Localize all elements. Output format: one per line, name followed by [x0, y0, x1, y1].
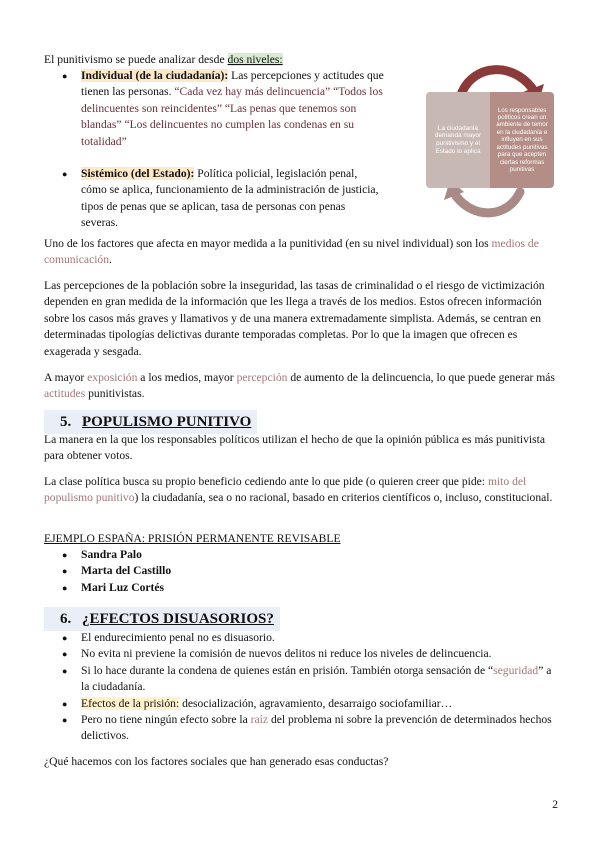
effect-item [44, 696, 558, 712]
bottom-arrow-icon [456, 192, 520, 213]
perceptions-paragraph: Las percepciones de la población sobre la inseguridad, las tasas de criminalidad o el riesgo de victimización dependen en gran medida de la información que les llega a través de los medios. Estos ofrecen información sobre los casos más graves y llamativos y de una manera extremadamente simplista. Además, se centran en determinadas tipologías delictivas durante temporadas completas. Por lo que la imagen que ofrecen es exagerada y sesgada. [44, 279, 545, 358]
exposure-highlight: exposición [87, 371, 138, 384]
level-systemic-qualifier: (del Estado): [128, 167, 195, 181]
effect-item [44, 630, 558, 646]
exposure-e: de aumento de la delincuencia, lo que puede generar más [287, 371, 555, 384]
political-class-paragraph [44, 474, 558, 507]
effects-list [44, 630, 558, 745]
intro-lead: El punitivismo se puede analizar desde [44, 53, 228, 66]
diagram-right-box [490, 92, 554, 188]
media-highlight: medios de comunicación [44, 237, 539, 267]
example-name-item: ● Marta del Castillo [44, 563, 344, 579]
political-class-a: La clase política busca su propio beneficio cediendo ante lo que pide (o quieren creer que pide: [44, 475, 488, 488]
factors-end: . [109, 253, 112, 267]
example-name-item: ● Sandra Palo [44, 547, 344, 563]
populism-myth-highlight: mito del populismo punitivo [44, 475, 527, 505]
levels-list [44, 68, 384, 232]
political-class-c: ) la ciudadanía, sea o no racional, basado en criterios científicos o, incluso, constitucional. [134, 491, 553, 505]
section5-number: 5. [60, 414, 72, 430]
level-individual [44, 68, 384, 150]
section6-number: 6. [60, 611, 72, 627]
attitudes-highlight: actitudes [44, 387, 86, 401]
diagram-right-text: Los responsables políticos crean un ambiente de temor en la ciudadanía e influyen en sus actitudes punitivas para que acepten ciertas reformas punitivas [496, 106, 548, 173]
diagram-left-text: La ciudadanía demanda mayor punitivismo y el Estado lo aplica [434, 124, 482, 155]
example-names-list [44, 547, 344, 596]
exposure-c: a los medios, mayor [137, 371, 237, 384]
section6-heading [44, 607, 280, 631]
level-systemic-name: Sistémico [81, 167, 129, 181]
level-individual-quotes: “Cada vez hay más delincuencia” “Todos los delincuentes son reincidentes” “Las penas que tenemos son blandas” “Los delincuentes no cumplen las condenas en su totalidad” [81, 85, 383, 148]
effect-item [44, 712, 558, 745]
level-individual-text: Las percepciones y actitudes que tienen las personas. [81, 69, 384, 99]
example-name-item: ● Mari Luz Cortés [44, 580, 344, 596]
effect-item [44, 663, 558, 696]
effect-text: desocialización, agravamiento, desarraigo sociofamiliar… [179, 696, 453, 710]
section5-heading [44, 410, 257, 434]
example-title: EJEMPLO ESPAÑA: PRISIÓN PERMANENTE REVISABLE [44, 532, 341, 545]
levels-highlight: dos niveles: [227, 53, 283, 66]
intro-line [44, 52, 374, 68]
effect-text: ” a la ciudadanía. [81, 663, 552, 694]
populism-definition: La manera en la que los responsables políticos utilizan el hecho de que la opinión pública es más punitivista para obtener votos. [44, 433, 545, 463]
root-highlight: raíz [250, 713, 269, 727]
factors-text: Uno de los factores que afecta en mayor medida a la punitividad (en su nivel individual) son los [44, 237, 492, 250]
exposure-a: A mayor [44, 371, 88, 384]
level-systemic-text: Política policial, legislación penal, cómo se aplica, funcionamiento de la administración de justicia, tipos de penas que se aplican, tasa de personas con penas severas. [81, 167, 379, 230]
section5-title: POPULISMO PUNITIVO [82, 414, 252, 430]
effect-text: del problema ni sobre la prevención de determinados hechos delictivos. [81, 713, 552, 743]
factors-paragraph [44, 236, 558, 269]
effect-text: Pero no tiene ningún efecto sobre la [81, 713, 251, 727]
closing-question: ¿Qué hacemos con los factores sociales que han generado esas conductas? [44, 755, 389, 768]
exposure-paragraph [44, 370, 558, 403]
effect-text: Si lo hace durante la condena de quienes están en prisión. También otorga sensación de “ [81, 663, 494, 677]
prison-effects-label: Efectos de la prisión: [81, 696, 180, 710]
level-individual-name: Individual [81, 69, 133, 82]
diagram-left-box [426, 92, 490, 188]
security-highlight: seguridad [493, 663, 539, 677]
punitivism-cycle-diagram [420, 62, 560, 220]
section6-title: ¿EFECTOS DISUASORIOS? [82, 611, 274, 627]
effect-item [44, 646, 558, 662]
page-number: 2 [552, 798, 558, 811]
level-systemic [44, 166, 384, 232]
exposure-g: punitivistas. [85, 387, 145, 401]
effect-text: El endurecimiento penal no es disuasorio. [81, 631, 275, 644]
perception-highlight: percepción [236, 371, 288, 384]
section6-heading-bg [44, 607, 280, 631]
top-arrow-icon [462, 70, 532, 92]
level-individual-qualifier: (de la ciudadanía): [132, 69, 229, 82]
effect-text: No evita ni previene la comisión de nuevos delitos ni reduce los niveles de delincuencia. [81, 647, 492, 661]
section5-heading-bg [44, 410, 257, 434]
